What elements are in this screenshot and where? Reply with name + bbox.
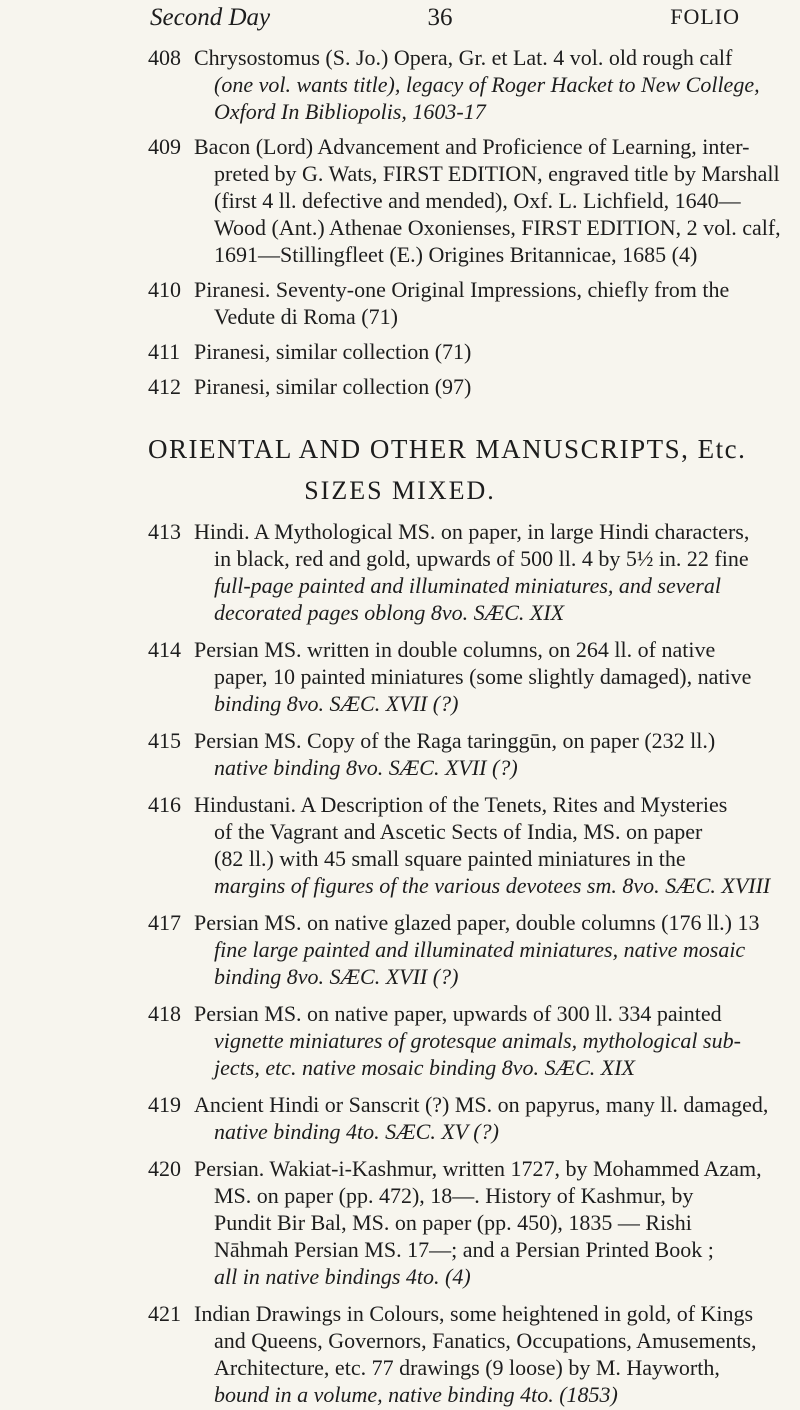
lot-entry xyxy=(148,133,781,268)
section-subtitle: SIZES MIXED. xyxy=(304,476,496,505)
lot-number: 411 xyxy=(148,339,181,364)
entry-line: Persian MS. Copy of the Raga taringgūn, on paper (232 ll.) xyxy=(194,728,716,753)
entry-line: Hindi. A Mythological MS. on paper, in large Hindi characters, xyxy=(194,519,750,544)
lot-entry xyxy=(148,373,768,400)
entry-line: paper, 10 painted miniatures (some slightly damaged), native xyxy=(214,664,752,689)
entry-line: Persian MS. written in double columns, on 264 ll. of native xyxy=(194,637,716,662)
entry-line: decorated pages oblong 8vo. SÆC. XIX xyxy=(214,600,565,625)
lot-number: 410 xyxy=(148,277,181,302)
lot-entry xyxy=(148,44,768,125)
lot-number: 408 xyxy=(148,45,181,70)
entry-line: MS. on paper (pp. 472), 18—. History of Kashmur, by xyxy=(214,1183,694,1208)
entry-line: Persian. Wakiat-i-Kashmur, written 1727, by Mohammed Azam, xyxy=(194,1156,762,1181)
entry-line: vignette miniatures of grotesque animals, mythological sub- xyxy=(214,1028,741,1053)
lot-entry xyxy=(148,1091,768,1145)
lot-entry xyxy=(148,1300,768,1408)
lot-entry xyxy=(148,727,768,781)
lot-number: 417 xyxy=(148,910,181,935)
entry-line: preted by G. Wats, FIRST EDITION, engraved title by Marshall xyxy=(214,161,780,186)
entry-line: Piranesi. Seventy-one Original Impressions, chiefly from the xyxy=(194,277,730,302)
entry-line: Piranesi, similar collection (97) xyxy=(194,374,472,399)
section-title: ORIENTAL AND OTHER MANUSCRIPTS, Etc. xyxy=(148,434,747,464)
lot-number: 414 xyxy=(148,637,181,662)
entry-line: Piranesi, similar collection (71) xyxy=(194,339,472,364)
lot-number: 409 xyxy=(148,134,181,159)
entry-line: Indian Drawings in Colours, some heightened in gold, of Kings xyxy=(194,1301,754,1326)
running-head-folio: FOLIO xyxy=(670,4,740,29)
lot-entry xyxy=(148,276,768,330)
entry-line: margins of figures of the various devotees sm. 8vo. SÆC. XVIII xyxy=(214,873,771,898)
entry-line: Persian MS. on native paper, upwards of 300 ll. 334 painted xyxy=(194,1001,722,1026)
entry-line: Bacon (Lord) Advancement and Proficience of Learning, inter- xyxy=(194,134,750,159)
entry-line: all in native bindings 4to. (4) xyxy=(214,1264,471,1289)
entry-line: bound in a volume, native binding 4to. (1853) xyxy=(214,1382,618,1407)
entry-line: Wood (Ant.) Athenae Oxonienses, FIRST EDITION, 2 vol. calf, xyxy=(214,215,781,240)
running-head-day: Second Day xyxy=(150,4,271,31)
entry-line: binding 8vo. SÆC. XVII (?) xyxy=(214,691,459,716)
lot-number: 418 xyxy=(148,1001,181,1026)
entry-line: Oxford In Bibliopolis, 1603-17 xyxy=(214,99,486,124)
lot-number: 421 xyxy=(148,1301,181,1326)
entry-line: in black, red and gold, upwards of 500 ll. 4 by 5½ in. 22 fine xyxy=(214,546,749,571)
entry-line: native binding 8vo. SÆC. XVII (?) xyxy=(214,755,518,780)
entry-line: Hindustani. A Description of the Tenets, Rites and Mysteries xyxy=(194,792,728,817)
entry-line: of the Vagrant and Ascetic Sects of India, MS. on paper xyxy=(214,819,703,844)
entry-line: Vedute di Roma (71) xyxy=(214,304,398,329)
entry-line: Nāhmah Persian MS. 17—; and a Persian Printed Book ; xyxy=(214,1237,714,1262)
lot-entry xyxy=(148,338,768,365)
entry-line: binding 8vo. SÆC. XVII (?) xyxy=(214,964,459,989)
lot-entry xyxy=(148,1000,768,1081)
entry-line: Pundit Bir Bal, MS. on paper (pp. 450), 1835 — Rishi xyxy=(214,1210,692,1235)
lot-number: 416 xyxy=(148,792,181,817)
page-header xyxy=(0,0,800,40)
page-number: 36 xyxy=(427,4,453,31)
lot-number: 420 xyxy=(148,1156,181,1181)
lot-entry xyxy=(148,518,768,626)
lot-entry xyxy=(148,636,768,717)
entry-line: (first 4 ll. defective and mended), Oxf. L. Lichfield, 1640— xyxy=(214,188,741,213)
lot-number: 419 xyxy=(148,1092,181,1117)
entry-line: Persian MS. on native glazed paper, double columns (176 ll.) 13 xyxy=(194,910,760,935)
entry-line: Ancient Hindi or Sanscrit (?) MS. on papyrus, many ll. damaged, xyxy=(194,1092,769,1117)
entry-line: native binding 4to. SÆC. XV (?) xyxy=(214,1119,499,1144)
entry-line: Architecture, etc. 77 drawings (9 loose) by M. Hayworth, xyxy=(214,1355,720,1380)
entry-line: full-page painted and illuminated miniatures, and several xyxy=(214,573,721,598)
lot-entry xyxy=(148,909,768,990)
entry-line: (one vol. wants title), legacy of Roger Hacket to New College, xyxy=(214,72,760,97)
lot-entry xyxy=(148,1155,768,1290)
entry-line: Chrysostomus (S. Jo.) Opera, Gr. et Lat. 4 vol. old rough calf xyxy=(194,45,733,70)
entry-line: jects, etc. native mosaic binding 8vo. SÆC. XIX xyxy=(214,1055,635,1080)
entry-line: 1691—Stillingfleet (E.) Origines Britannicae, 1685 (4) xyxy=(214,242,698,267)
lot-number: 412 xyxy=(148,374,181,399)
lot-number: 413 xyxy=(148,519,181,544)
entry-line: (82 ll.) with 45 small square painted miniatures in the xyxy=(214,846,686,871)
lot-number: 415 xyxy=(148,728,181,753)
entry-line: and Queens, Governors, Fanatics, Occupations, Amusements, xyxy=(214,1328,757,1353)
lot-entry xyxy=(148,791,771,899)
entry-line: fine large painted and illuminated miniatures, native mosaic xyxy=(214,937,746,962)
